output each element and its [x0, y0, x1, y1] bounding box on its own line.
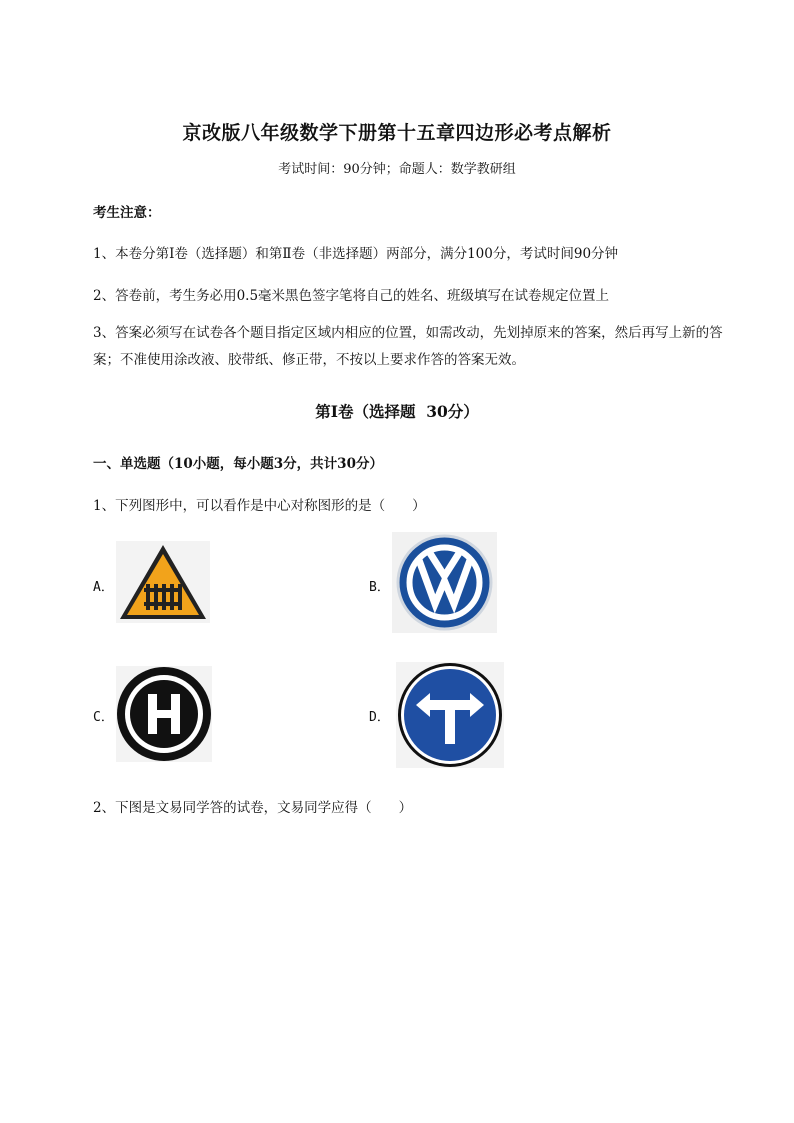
section-title: 第I卷（选择题 30分）	[315, 402, 479, 421]
question-2-text: 2、下图是文易同学答的试卷，文易同学应得（ ）	[93, 800, 413, 816]
notice-heading: 考生注意：	[93, 205, 161, 221]
volkswagen-logo-icon	[392, 532, 497, 633]
option-b-label: B．	[369, 580, 390, 595]
page-title: 京改版八年级数学下册第十五章四边形必考点解析	[182, 122, 612, 144]
railway-warning-sign-icon	[116, 541, 210, 623]
option-d-label: D．	[369, 710, 390, 725]
notice-item-2: 2、答卷前，考生务必用0.5毫米黑色签字笔将自己的姓名、班级填写在试卷规定位置上	[93, 288, 610, 304]
helipad-h-sign-icon	[116, 666, 212, 762]
notice-item-1: 1、本卷分第I卷（选择题）和第Ⅱ卷（非选择题）两部分，满分100分，考试时间90分钟	[93, 246, 619, 262]
part-heading: 一、单选题（10小题，每小题3分，共计30分）	[93, 456, 383, 472]
option-a-label: A．	[93, 580, 114, 595]
straight-or-left-arrow-sign-icon	[396, 662, 504, 768]
notice-item-3: 3、答案必须写在试卷各个题目指定区域内相应的位置，如需改动，先划掉原来的答案，然后再写上新的答案；不准使用涂改液、胶带纸、修正带，不按以上要求作答的答案无效。	[93, 325, 723, 368]
exam-subtitle: 考试时间：90分钟；命题人：数学教研组	[278, 162, 516, 177]
question-1-text: 1、下列图形中，可以看作是中心对称图形的是（ ）	[93, 498, 426, 514]
option-c-label: C．	[93, 710, 114, 725]
